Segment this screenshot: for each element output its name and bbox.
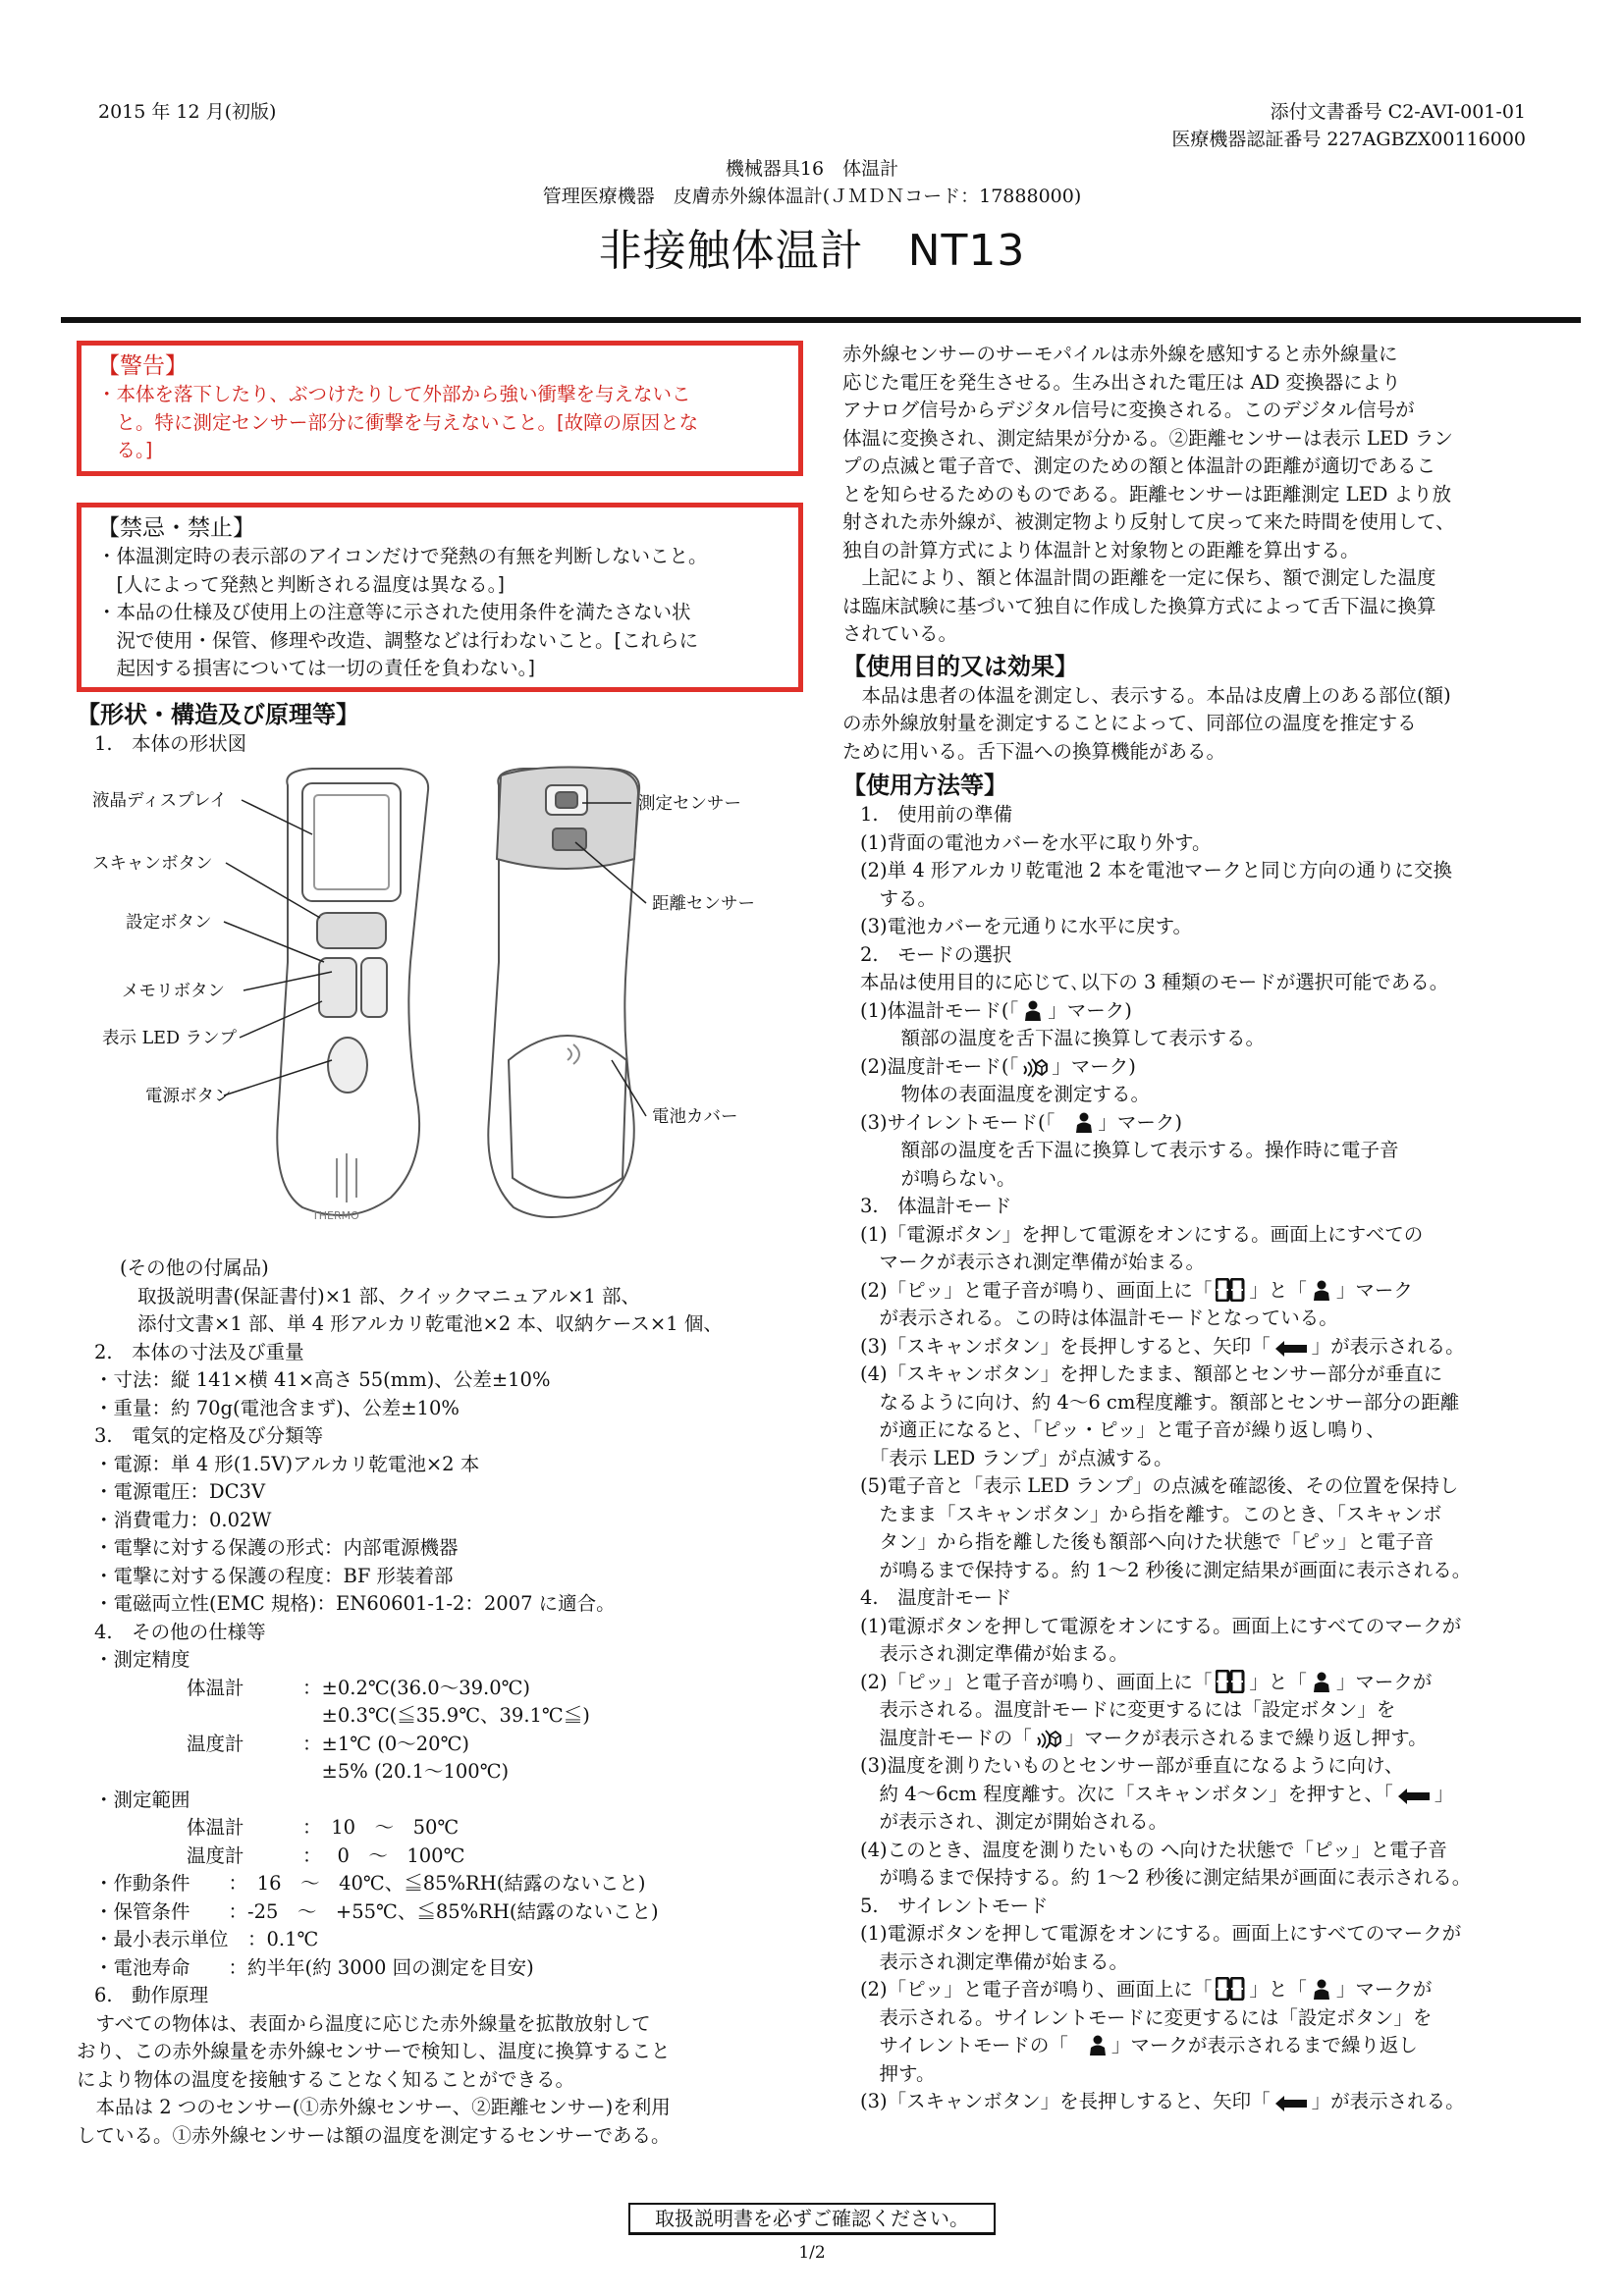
shape-sub1: 1. 本体の形状図 bbox=[94, 732, 247, 755]
shape-section-title: 【形状・構造及び原理等】 bbox=[77, 701, 359, 728]
usage-item: (2)単 4 形アルカリ乾電池 2 本を電池マークと同じ方向の通りに交換 bbox=[860, 859, 1452, 881]
step: (1)電源ボタンを押して電源をオンにする。画面上にすべてのマークが bbox=[860, 1614, 1462, 1637]
step: (5)電子音と「表示 LED ランプ」の点滅を確認後、その位置を保持し bbox=[860, 1474, 1459, 1497]
label-battery: 電池カバー bbox=[652, 1107, 738, 1127]
step: が表示され、測定が開始される。 bbox=[860, 1810, 1168, 1833]
step: 押す。 bbox=[860, 2061, 936, 2085]
usage-mode-intro: 本品は使用目的に応じて､以下の 3 種類のモードが選択可能である。 bbox=[860, 971, 1449, 993]
step: 表示される。サイレントモードに変更するには「設定ボタン」を bbox=[860, 2005, 1433, 2029]
step: が鳴るまで保持する。約 1～2 秒後に測定結果が画面に表示される。 bbox=[860, 1866, 1472, 1889]
step: (4)「スキャンボタン」を押したまま、額部とセンサー部分が垂直に bbox=[860, 1362, 1443, 1385]
principle-line: 本品は 2 つのセンサー(①赤外線センサー、②距離センサー)を利用 bbox=[77, 2096, 671, 2118]
arrow-left-icon bbox=[1274, 1340, 1308, 1358]
step: タン」から指を離した後も額部へ向けた状態で「ピッ」と電子音 bbox=[860, 1530, 1435, 1553]
principle-cont-line: プの点滅と電子音で、測定のための額と体温計の距離が適切であるこ bbox=[842, 454, 1436, 477]
page-title: 非接触体温計 NT13 bbox=[598, 226, 1026, 276]
principle-cont-line: 応じた電圧を発生させる。生み出された電圧は AD 変換器により bbox=[842, 370, 1401, 394]
purpose-line: の赤外線放射量を測定することによって、同部位の温度を推定する bbox=[842, 712, 1417, 734]
principle-cont-line: 射された赤外線が、被測定物より反射して戻って来た時間を使用して、 bbox=[842, 510, 1455, 533]
contraindication-line: ・本品の仕様及び使用上の注意等に示された使用条件を満たさない状 bbox=[97, 601, 691, 623]
principle-cont-line: 独自の計算方式により体温計と対象物との距離を算出する。 bbox=[842, 538, 1360, 561]
mode-3-desc: が鳴らない。 bbox=[882, 1166, 1016, 1190]
condition-line: ・保管条件 ：-25 ～ +55℃、≦85%RH(結露のないこと) bbox=[94, 1899, 659, 1923]
step: (2)「ピッ」と電子音が鳴り、画面上に「 」と「 」マークが bbox=[860, 1978, 1433, 2001]
label-setting: 設定ボタン bbox=[126, 913, 212, 933]
accuracy-title: ・測定精度 bbox=[94, 1648, 190, 1671]
page-number: 1/2 bbox=[798, 2243, 826, 2263]
warning-box bbox=[77, 341, 803, 476]
step: (2)「ピッ」と電子音が鳴り、画面上に「 」と「 」マーク bbox=[860, 1278, 1413, 1302]
category: 機械器具16 体温計 bbox=[725, 158, 899, 180]
step: (1)電源ボタンを押して電源をオンにする。画面上にすべてのマークが bbox=[860, 1922, 1462, 1945]
mode-2-desc: 物体の表面温度を測定する。 bbox=[882, 1083, 1151, 1105]
label-memory: メモリボタン bbox=[122, 982, 225, 1001]
step: が鳴るまで保持する。約 1～2 秒後に測定結果が画面に表示される。 bbox=[860, 1558, 1472, 1581]
purpose-title: 【使用目的又は効果】 bbox=[842, 652, 1078, 680]
step: (3)温度を測りたいものとセンサー部が垂直になるように向け、 bbox=[860, 1754, 1404, 1777]
contraindication-line: [人によって発熱と判断される温度は異なる。] bbox=[97, 572, 505, 596]
usage-title: 【使用方法等】 bbox=[842, 772, 1007, 799]
person-icon bbox=[1311, 1280, 1332, 1302]
label-scan: スキャンボタン bbox=[92, 854, 213, 874]
person-icon bbox=[1311, 1672, 1332, 1693]
principle-cont-line: とを知らせるためのものである。距離センサーは距離測定 LED より放 bbox=[842, 482, 1452, 506]
condition-line: ・作動条件 ： 16 ～ 40℃、≦85%RH(結露のないこと) bbox=[94, 1872, 646, 1895]
accuracy-row: ±0.3℃(≦35.9℃、39.1℃≦) bbox=[302, 1704, 590, 1727]
shape-sub6: 6. 動作原理 bbox=[94, 1984, 209, 2006]
contraindication-box bbox=[77, 503, 803, 692]
shape-sub4: 4. その他の仕様等 bbox=[94, 1620, 266, 1643]
range-row: 温度計 ： 0 ～ 100℃ bbox=[187, 1843, 465, 1867]
principle-line: により物体の温度を接触することなく知ることができる。 bbox=[77, 2067, 575, 2091]
accuracy-row: ±5% (20.1～100℃) bbox=[302, 1760, 510, 1783]
mode-1-desc: 額部の温度を舌下温に換算して表示する。 bbox=[882, 1027, 1266, 1049]
classification: 管理医療機器 皮膚赤外線体温計(ＪＭＤＮコード：17888000) bbox=[542, 186, 1082, 207]
step: (3)「スキャンボタン」を長押しすると、矢印「 」が表示される。 bbox=[860, 1334, 1465, 1358]
usage-sub3: 3. 体温計モード bbox=[860, 1195, 1012, 1217]
step: (4)このとき、温度を測りたいもの へ向けた状態で「ピッ」と電子音 bbox=[860, 1838, 1447, 1861]
doc-number: 添付文書番号 C2-AVI-001-01 bbox=[1270, 101, 1526, 123]
mode-2: (2)温度計モード(「 」マーク) bbox=[860, 1054, 1136, 1078]
dims-line: ・寸法：縦 141×横 41×高さ 55(mm)、公差±10% bbox=[94, 1368, 551, 1391]
silent-mode-icon bbox=[1072, 2035, 1108, 2056]
mode-3: (3)サイレントモード(「 」マーク) bbox=[860, 1110, 1182, 1134]
step: サイレントモードの「 」マークが表示されるまで繰り返し bbox=[860, 2034, 1418, 2056]
shape-section-head bbox=[77, 699, 803, 759]
cert-number: 医療機器認証番号 227AGBZX00116000 bbox=[1171, 129, 1526, 150]
electrical-line: ・電撃に対する保護の形式：内部電源機器 bbox=[94, 1536, 459, 1559]
electrical-line: ・電磁両立性(EMC 規格)：EN60601-1-2：2007 に適合。 bbox=[94, 1592, 616, 1615]
electrical-line: ・消費電力：0.02W bbox=[94, 1508, 272, 1531]
electrical-line: ・電撃に対する保護の程度：BF 形装着部 bbox=[94, 1564, 454, 1587]
label-lcd: 液晶ディスプレイ bbox=[92, 791, 228, 811]
principle-cont-line: されている。 bbox=[842, 622, 958, 645]
step: なるように向け、約 4～6 cm程度離す。額部とセンサー部分の距離 bbox=[860, 1390, 1460, 1414]
mode-3-desc: 額部の温度を舌下温に換算して表示する。操作時に電子音 bbox=[882, 1139, 1399, 1161]
accuracy-row: 温度計 ：±1℃ (0～20℃) bbox=[187, 1732, 470, 1755]
accessories-line: 取扱説明書(保証書付)×1 部、クイックマニュアル×1 部、 bbox=[137, 1284, 640, 1308]
device-diagram bbox=[77, 766, 803, 1237]
principle-cont-line: アナログ信号からデジタル信号に変換される。このデジタル信号が bbox=[842, 399, 1415, 421]
title-rule bbox=[61, 317, 1581, 323]
principle-cont-line: 上記により、額と体温計間の距離を一定に保ち、額で測定した温度 bbox=[842, 566, 1436, 589]
thermometer-object-icon bbox=[1036, 1728, 1061, 1749]
segment-display-icon bbox=[1216, 1977, 1245, 2001]
accessories-head: (その他の付属品) bbox=[120, 1256, 269, 1279]
step: 温度計モードの「 」マークが表示されるまで繰り返し押す。 bbox=[860, 1726, 1428, 1749]
step: 約 4～6cm 程度離す。次に「スキャンボタン」を押すと、「 」 bbox=[860, 1782, 1454, 1805]
segment-display-icon bbox=[1216, 1670, 1245, 1693]
warning-title: 【警告】 bbox=[97, 353, 188, 379]
header-center bbox=[0, 155, 1624, 210]
condition-line: ・電池寿命 ：約半年(約 3000 回の測定を目安) bbox=[94, 1955, 534, 1979]
mode-1: (1)体温計モード(「 」マーク) bbox=[860, 998, 1132, 1022]
usage-item: する。 bbox=[860, 886, 938, 910]
issue-date: 2015 年 12 月(初版) bbox=[98, 101, 277, 123]
step: (3)「スキャンボタン」を長押しすると、矢印「 」が表示される。 bbox=[860, 2090, 1465, 2112]
principle-line: すべての物体は、表面から温度に応じた赤外線量を拡散放射して bbox=[77, 2011, 651, 2035]
accuracy-row: 体温計 ：±0.2℃(36.0～39.0℃) bbox=[187, 1676, 531, 1699]
usage-sub1: 1. 使用前の準備 bbox=[860, 803, 1013, 826]
step: マークが表示され測定準備が始まる。 bbox=[860, 1251, 1206, 1273]
label-distance: 距離センサー bbox=[652, 894, 755, 914]
person-icon bbox=[1311, 1979, 1332, 2001]
usage-item: (1)背面の電池カバーを水平に取り外す。 bbox=[860, 830, 1212, 854]
silent-mode-icon bbox=[1058, 1112, 1094, 1134]
principle-line: している。①赤外線センサーは額の温度を測定するセンサーである。 bbox=[77, 2123, 671, 2147]
thermometer-object-icon bbox=[1022, 1056, 1048, 1078]
contraindication-line: 況で使用・保管、修理や改造、調整などは行わないこと。[これらに bbox=[97, 628, 699, 652]
principle-cont-line: 体温に変換され、測定結果が分かる。②距離センサーは表示 LED ラン bbox=[842, 426, 1453, 450]
arrow-left-icon bbox=[1274, 2095, 1308, 2112]
right-column bbox=[842, 341, 1545, 2116]
label-power: 電源ボタン bbox=[145, 1087, 232, 1106]
label-led: 表示 LED ランプ bbox=[102, 1029, 238, 1048]
warning-line: る。] bbox=[97, 439, 153, 461]
person-icon bbox=[1022, 1000, 1044, 1022]
warning-line: ・本体を落下したり、ぶつけたりして外部から強い衝撃を与えないこ bbox=[97, 383, 691, 405]
shape-sub3: 3. 電気的定格及び分類等 bbox=[94, 1424, 324, 1447]
shape-sub2: 2. 本体の寸法及び重量 bbox=[94, 1340, 304, 1363]
range-row: 体温計 ： 10 ～ 50℃ bbox=[187, 1816, 460, 1839]
usage-sub5: 5. サイレントモード bbox=[860, 1894, 1049, 1917]
electrical-line: ・電源：単 4 形(1.5V)アルカリ乾電池×2 本 bbox=[94, 1452, 480, 1475]
contraindication-title: 【禁忌・禁止】 bbox=[97, 515, 255, 541]
step: が表示される。この時は体温計モードとなっている。 bbox=[860, 1307, 1338, 1329]
purpose-line: 本品は患者の体温を測定し、表示する。本品は皮膚上のある部位(額) bbox=[842, 683, 1451, 707]
step: 表示され測定準備が始まる。 bbox=[860, 1949, 1129, 1973]
purpose-line: ために用いる。舌下温への換算機能がある。 bbox=[842, 739, 1226, 763]
contraindication-line: 起因する損害については一切の責任を負わない。] bbox=[97, 657, 535, 679]
usage-sub4: 4. 温度計モード bbox=[860, 1586, 1012, 1609]
principle-line: おり、この赤外線量を赤外線センサーで検知し、温度に換算すること bbox=[77, 2040, 671, 2062]
step: (1)「電源ボタン」を押して電源をオンにする。画面上にすべての bbox=[860, 1222, 1424, 1246]
condition-line: ・最小表示単位 ：0.1℃ bbox=[94, 1928, 319, 1950]
arrow-left-icon bbox=[1397, 1788, 1431, 1805]
usage-item: (3)電池カバーを元通りに水平に戻す。 bbox=[860, 915, 1193, 937]
step: が適正になると、「ピッ・ピッ」と電子音が繰り返し鳴り、 bbox=[860, 1418, 1385, 1441]
step: 「表示 LED ランプ」が点滅する。 bbox=[860, 1446, 1173, 1469]
label-sensor: 測定センサー bbox=[638, 794, 741, 814]
step: 表示され測定準備が始まる。 bbox=[860, 1642, 1129, 1665]
step: たまま「スキャンボタン」から指を離す。このとき、「スキャンボ bbox=[860, 1502, 1442, 1525]
usage-sub2: 2. モードの選択 bbox=[860, 942, 1012, 966]
left-column-body bbox=[77, 1255, 803, 2150]
step: (2)「ピッ」と電子音が鳴り、画面上に「 」と「 」マークが bbox=[860, 1670, 1433, 1693]
header-right bbox=[1171, 98, 1526, 153]
step: 表示される。温度計モードに変更するには「設定ボタン」を bbox=[860, 1698, 1396, 1721]
dims-line: ・重量：約 70g(電池含まず)、公差±10% bbox=[94, 1396, 460, 1419]
range-title: ・測定範囲 bbox=[94, 1788, 190, 1811]
electrical-line: ・電源電圧：DC3V bbox=[94, 1480, 266, 1503]
principle-cont-line: 赤外線センサーのサーモパイルは赤外線を感知すると赤外線量に bbox=[842, 343, 1398, 365]
brand-label: THERMO bbox=[312, 1209, 359, 1222]
principle-cont-line: は臨床試験に基づいて独自に作成した換算方式によって舌下温に換算 bbox=[842, 594, 1436, 617]
segment-display-icon bbox=[1216, 1278, 1245, 1302]
accessories-line: 添付文書×1 部、単 4 形アルカリ乾電池×2 本、収納ケース×1 個、 bbox=[137, 1312, 723, 1335]
manual-notice: 取扱説明書を必ずご確認ください。 bbox=[628, 2203, 996, 2235]
contraindication-line: ・体温測定時の表示部のアイコンだけで発熱の有無を判断しないこと。 bbox=[97, 545, 708, 567]
warning-line: と。特に測定センサー部分に衝撃を与えないこと。[故障の原因とな bbox=[97, 410, 699, 434]
